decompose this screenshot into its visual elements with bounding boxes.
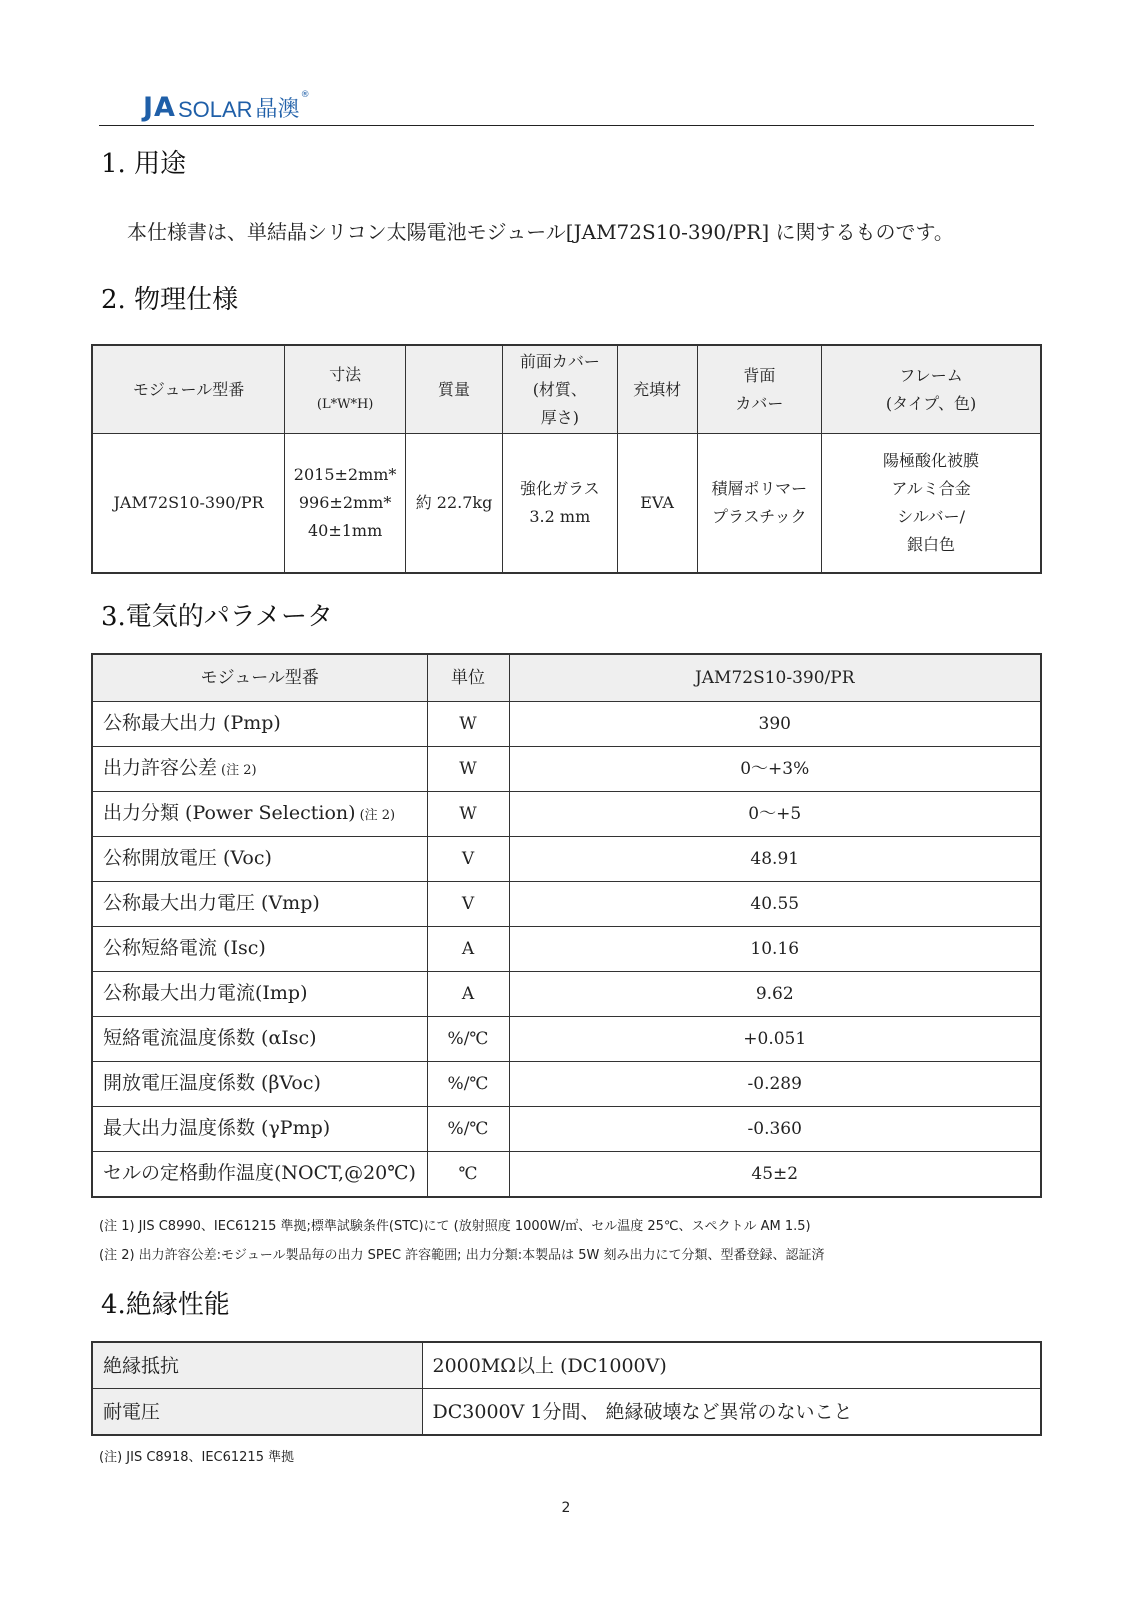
logo-ja: JA — [143, 92, 176, 123]
insulation-label: 絶縁抵抗 — [92, 1342, 422, 1389]
header-cell: 質量 — [406, 345, 503, 434]
logo-registered: ® — [300, 90, 310, 100]
section-title-physical: 2. 物理仕様 — [101, 285, 239, 315]
insulation-table — [91, 1341, 1042, 1436]
section-title-purpose: 1. 用途 — [101, 149, 187, 179]
cell-front-cover: 強化ガラス 3.2 mm — [502, 434, 617, 574]
header-cell: 前面カバー (材質、 厚さ) — [502, 345, 617, 434]
header-cell: モジュール型番 — [92, 345, 285, 434]
footnote-insulation: (注) JIS C8918、IEC61215 準拠 — [99, 1450, 295, 1465]
footnote-2: (注 2) 出力許容公差:モジュール製品毎の出力 SPEC 許容範囲; 出力分類:本製品は 5W 刻み出力にて分類、型番登録、認証済 — [99, 1248, 825, 1263]
page-number: 2 — [561, 1500, 571, 1516]
insulation-value: DC3000V 1分間、 絶縁破壊など異常のないこと — [422, 1389, 1041, 1436]
insulation-label: 耐電圧 — [92, 1389, 422, 1436]
table-row: 公称短絡電流 (Isc) A 10.16 — [92, 927, 1041, 972]
table-row: 公称最大出力電圧 (Vmp) V 40.55 — [92, 882, 1041, 927]
cell-filler: EVA — [617, 434, 697, 574]
header-value: JAM72S10-390/PR — [509, 654, 1041, 702]
table-row: セルの定格動作温度(NOCT,@20℃) ℃ 45±2 — [92, 1152, 1041, 1198]
header-cell: 充填材 — [617, 345, 697, 434]
electrical-params-table — [91, 653, 1042, 1198]
insulation-value: 2000MΩ以上 (DC1000V) — [422, 1342, 1041, 1389]
physical-spec-table — [91, 344, 1042, 574]
section-title-electrical: 3.電気的パラメータ — [101, 602, 334, 632]
table-header-row — [92, 654, 1041, 702]
header-cell: フレーム (タイプ、色) — [822, 345, 1041, 434]
table-row: 出力許容公差 (注 2) W 0～+3% — [92, 747, 1041, 792]
table-row — [92, 1342, 1041, 1389]
header-model: モジュール型番 — [92, 654, 427, 702]
cell-frame: 陽極酸化被膜 アルミ合金 シルバー/ 銀白色 — [822, 434, 1041, 574]
header-unit: 単位 — [427, 654, 509, 702]
header-cell: 背面 カバー — [697, 345, 822, 434]
table-row: 短絡電流温度係数 (αIsc) %/℃ +0.051 — [92, 1017, 1041, 1062]
logo-chinese: 晶澳 — [255, 97, 300, 122]
cell-model: JAM72S10-390/PR — [92, 434, 285, 574]
table-row: 公称開放電圧 (Voc) V 48.91 — [92, 837, 1041, 882]
table-row: 公称最大出力 (Pmp) W 390 — [92, 702, 1041, 747]
table-header-row — [92, 345, 1041, 434]
logo-solar: SOLAR — [177, 97, 253, 122]
header-cell: 寸法 (L*W*H) — [285, 345, 406, 434]
table-row: 公称最大出力電流(Imp) A 9.62 — [92, 972, 1041, 1017]
table-row — [92, 434, 1041, 574]
company-logo — [143, 88, 310, 122]
table-row: 最大出力温度係数 (γPmp) %/℃ -0.360 — [92, 1107, 1041, 1152]
cell-dimensions: 2015±2mm* 996±2mm* 40±1mm — [285, 434, 406, 574]
header-divider — [99, 125, 1034, 126]
table-row: 開放電圧温度係数 (βVoc) %/℃ -0.289 — [92, 1062, 1041, 1107]
table-row: 出力分類 (Power Selection) (注 2) W 0～+5 — [92, 792, 1041, 837]
table-row — [92, 1389, 1041, 1436]
purpose-text: 本仕様書は、単結晶シリコン太陽電池モジュール[JAM72S10-390/PR] に関するものです。 — [127, 220, 954, 244]
cell-mass: 約 22.7kg — [406, 434, 503, 574]
footnote-1: (注 1) JIS C8990、IEC61215 準拠;標準試験条件(STC)にて (放射照度 1000W/㎡、セル温度 25℃、スペクトル AM 1.5) — [99, 1219, 811, 1234]
section-title-insulation: 4.絶縁性能 — [101, 1290, 230, 1320]
cell-back-cover: 積層ポリマー プラスチック — [697, 434, 822, 574]
